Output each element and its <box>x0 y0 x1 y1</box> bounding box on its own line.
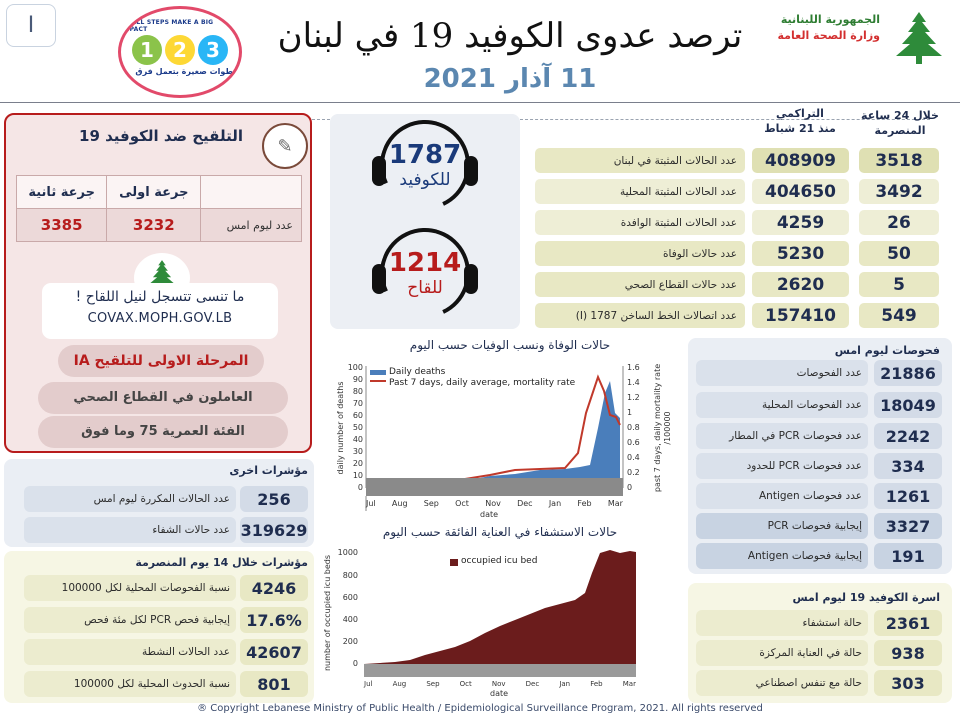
vaccination-panel <box>4 113 312 453</box>
vaccination-table <box>16 175 302 242</box>
deaths-chart-months <box>366 499 623 508</box>
deaths-chart-title: حالات الوفاة ونسب الوفيات حسب اليوم <box>409 338 611 352</box>
month-label: Aug <box>391 499 408 508</box>
svg-text:400: 400 <box>342 615 358 624</box>
tests-per-100k-value: 4246 <box>240 575 308 601</box>
active-cases-label: عدد الحالات النشطة <box>24 639 236 665</box>
copyright-footer: ® Copyright Lebanese Ministry of Public Health / Epidemiological Surveillance Program, 2021. All rights reserved <box>197 703 763 714</box>
svg-text:200: 200 <box>342 637 358 646</box>
local-tests-label: عدد الفحوصات المحلية <box>696 392 868 418</box>
vaccine-syringe-icon: ✎ <box>262 123 308 169</box>
cumulative-label: التراكمي <box>776 107 824 120</box>
icu-chart <box>320 523 660 701</box>
beds-title: اسرة الكوفيد 19 ليوم امس <box>792 591 940 604</box>
svg-text:1000: 1000 <box>337 548 358 557</box>
month-label: Nov <box>491 680 506 688</box>
stats-row-24h: 26 <box>859 210 939 235</box>
month-label: Mar <box>607 499 623 508</box>
registration-reminder: ما تنسى تتسجل لنيل اللقاح ! <box>75 289 245 305</box>
other-indicators-panel <box>4 459 314 547</box>
border-pcr-value: 334 <box>874 453 942 479</box>
stats-row-label: عدد الحالات المثبتة المحلية <box>535 179 745 204</box>
vaccine-hotline-number: 1214 <box>388 248 462 278</box>
stats-row-24h: 5 <box>859 272 939 297</box>
svg-text:1.6: 1.6 <box>627 363 640 372</box>
svg-text:20: 20 <box>352 459 363 468</box>
svg-text:80: 80 <box>352 387 363 396</box>
month-label: Feb <box>590 680 603 688</box>
vaccine-hotline-label: للقاح <box>407 278 443 298</box>
tests-yesterday-panel <box>688 338 952 574</box>
airport-pcr-value: 2242 <box>874 423 942 449</box>
repeated-cases-label: عدد الحالات المكررة ليوم امس <box>24 486 236 512</box>
step-one-icon: 1 <box>132 35 162 65</box>
icu-chart-plot <box>320 523 660 701</box>
active-cases-value: 42607 <box>240 639 308 665</box>
pcr-positivity-label: إيجابية فحص PCR لكل مئة فحص <box>24 607 236 633</box>
stats-row-label: عدد الحالات المثبتة الوافدة <box>535 210 745 235</box>
ventilator-value: 303 <box>874 670 942 696</box>
deaths-chart-xlabel: date <box>480 510 499 519</box>
ministry-name <box>760 12 880 44</box>
priority-group-health-workers: العاملون في القطاع الصحي <box>38 382 288 414</box>
campaign-slogan-en: SMALL STEPS MAKE A BIG IMPACT <box>121 19 214 33</box>
indicators-14d-title: مؤشرات خلال 14 يوم المنصرمة <box>135 556 308 569</box>
column-header-cumulative <box>752 106 848 136</box>
svg-text:600: 600 <box>342 593 358 602</box>
svg-text:800: 800 <box>342 571 358 580</box>
svg-text:90: 90 <box>352 375 363 384</box>
tests-per-100k-label: نسبة الفحوصات المحلية لكل 100000 <box>24 575 236 601</box>
vaccine-hotline <box>370 226 480 326</box>
ministry-label: وزارة الصحة العامة <box>777 29 880 42</box>
stats-row-24h: 549 <box>859 303 939 328</box>
stats-row-24h: 3518 <box>859 148 939 173</box>
stats-row-label: عدد الحالات المثبتة في لبنان <box>535 148 745 173</box>
month-label: Nov <box>485 499 501 508</box>
month-label: Jul <box>366 499 376 508</box>
second-dose-header: جرعة ثانية <box>17 176 107 209</box>
covid-hotline <box>370 118 480 218</box>
incidence-label: نسبة الحدوث المحلية لكل 100000 <box>24 671 236 697</box>
hotline-panel <box>330 114 520 329</box>
antigen-positive-value: 191 <box>874 543 942 569</box>
antigen-tests-label: عدد فحوصات Antigen <box>696 483 868 509</box>
total-tests-value: 21886 <box>874 360 942 386</box>
priority-group-elderly: الفئة العمرية 75 وما فوق <box>38 416 288 448</box>
pcr-positive-value: 3327 <box>874 513 942 539</box>
stats-row <box>535 148 940 179</box>
svg-text:/100000: /100000 <box>663 411 672 445</box>
stats-row <box>535 241 940 272</box>
republic-label: الجمهورية اللبنانية <box>780 13 880 26</box>
step-three-icon: 3 <box>198 35 228 65</box>
cedar-logo-icon <box>892 10 946 66</box>
vaccination-title: التلقيح ضد الكوفيد 19 <box>79 127 243 145</box>
legend-mortality-rate: Past 7 days, daily average, mortality rate <box>389 378 576 388</box>
stats-row <box>535 210 940 241</box>
svg-text:0.6: 0.6 <box>627 438 640 447</box>
stats-row-label: عدد حالات الوفاة <box>535 241 745 266</box>
stats-row-24h: 3492 <box>859 179 939 204</box>
dashed-divider <box>312 119 330 120</box>
svg-text:0.8: 0.8 <box>627 423 640 432</box>
airport-pcr-label: عدد فحوصات PCR في المطار <box>696 423 868 449</box>
campaign-slogan-ar: خطوات صغيرة بتعمل فرق كبير <box>135 67 239 85</box>
icu-chart-xlabel: date <box>490 689 509 698</box>
indicators-14d-panel <box>4 551 314 703</box>
stats-row <box>535 272 940 303</box>
deaths-chart <box>330 333 675 523</box>
stats-row-cumulative: 2620 <box>752 272 849 297</box>
pcr-positive-label: إيجابية فحوصات PCR <box>696 513 868 539</box>
svg-text:1.4: 1.4 <box>627 378 640 387</box>
covid-hotline-number: 1787 <box>388 140 462 170</box>
icu-chart-title: حالات الاستشفاء في العناية الفائقة حسب اليوم <box>382 525 618 539</box>
svg-text:0.2: 0.2 <box>627 468 640 477</box>
campaign-logo <box>118 6 242 98</box>
page-title: ترصد عدوى الكوفيد 19 في لبنان <box>277 16 743 56</box>
stats-row-cumulative: 5230 <box>752 241 849 266</box>
registration-link[interactable]: COVAX.MOPH.GOV.LB <box>87 311 233 326</box>
antigen-positive-label: إيجابية فحوصات Antigen <box>696 543 868 569</box>
hospitalized-label: حالة استشفاء <box>696 610 868 636</box>
svg-text:70: 70 <box>352 399 363 408</box>
icu-chart-months <box>364 680 636 688</box>
repeated-cases-value: 256 <box>240 486 308 512</box>
incidence-value: 801 <box>240 671 308 697</box>
legend-icu-beds: occupied icu bed <box>461 556 538 566</box>
first-dose-value: 3232 <box>107 209 201 242</box>
month-label: Jan <box>559 680 571 688</box>
stats-row-label: عدد اتصالات الخط الساخن 1787 (I) <box>535 303 745 328</box>
ventilator-label: حالة مع تنفس اصطناعي <box>696 670 868 696</box>
svg-text:1.2: 1.2 <box>627 393 640 402</box>
recovered-value: 319629 <box>240 517 308 543</box>
stats-row <box>535 179 940 210</box>
report-date: 11 آذار 2021 <box>423 64 597 94</box>
yesterday-label: عدد ليوم امس <box>201 209 302 242</box>
svg-text:60: 60 <box>352 411 363 420</box>
svg-text:0: 0 <box>357 483 363 492</box>
svg-text:10: 10 <box>352 471 363 480</box>
month-label: Aug <box>392 680 407 688</box>
deaths-chart-plot <box>330 333 675 523</box>
svg-text:1: 1 <box>627 408 633 417</box>
icu-value: 938 <box>874 640 942 666</box>
page-number-badge: I <box>6 4 56 47</box>
second-dose-value: 3385 <box>17 209 107 242</box>
column-header-24h: خلال 24 ساعة المنصرمة <box>861 109 939 137</box>
svg-text:100: 100 <box>347 363 363 372</box>
step-two-icon: 2 <box>165 35 195 65</box>
beds-panel <box>688 583 952 703</box>
stats-row-cumulative: 4259 <box>752 210 849 235</box>
month-label: Jan <box>548 499 562 508</box>
stats-row-label: عدد حالات القطاع الصحي <box>535 272 745 297</box>
icu-label: حالة في العناية المركزة <box>696 640 868 666</box>
month-label: Sep <box>426 680 440 688</box>
month-label: Dec <box>525 680 540 688</box>
header-divider <box>0 102 960 103</box>
svg-text:daily number of deaths: daily number of deaths <box>336 381 345 475</box>
since-date-label: منذ 21 شباط <box>764 122 836 135</box>
svg-text:40: 40 <box>352 435 363 444</box>
stats-row-24h: 50 <box>859 241 939 266</box>
month-label: Dec <box>517 499 533 508</box>
month-label: Oct <box>459 680 472 688</box>
stats-row-cumulative: 404650 <box>752 179 849 204</box>
registration-box <box>42 283 278 339</box>
month-label: Mar <box>622 680 636 688</box>
svg-text:past 7 days, daily mortality r: past 7 days, daily mortality rate <box>653 363 662 493</box>
local-tests-value: 18049 <box>874 392 942 418</box>
pcr-positivity-value: 17.6% <box>240 607 308 633</box>
other-indicators-title: مؤشرات اخرى <box>229 464 308 477</box>
svg-text:50: 50 <box>352 423 363 432</box>
month-label: Feb <box>577 499 592 508</box>
svg-text:number of occupied icu beds: number of occupied icu beds <box>323 554 332 672</box>
vaccination-phase: المرحلة الاولى للتلقيح IA <box>58 345 264 377</box>
month-label: Jul <box>364 680 373 688</box>
month-label: Oct <box>455 499 469 508</box>
tests-yesterday-title: فحوصات ليوم امس <box>834 344 940 357</box>
stats-row <box>535 303 940 334</box>
svg-text:0.4: 0.4 <box>627 453 640 462</box>
svg-text:0: 0 <box>627 483 633 492</box>
stats-row-cumulative: 408909 <box>752 148 849 173</box>
first-dose-header: جرعة اولى <box>107 176 201 209</box>
antigen-tests-value: 1261 <box>874 483 942 509</box>
stats-row-cumulative: 157410 <box>752 303 849 328</box>
empty-header <box>201 176 302 209</box>
legend-daily-deaths: Daily deaths <box>389 367 446 377</box>
hospitalized-value: 2361 <box>874 610 942 636</box>
svg-text:30: 30 <box>352 447 363 456</box>
month-label: Sep <box>423 499 439 508</box>
main-stats-table <box>535 148 940 334</box>
covid-hotline-label: للكوفيد <box>399 170 451 190</box>
border-pcr-label: عدد فحوصات PCR للحدود <box>696 453 868 479</box>
total-tests-label: عدد الفحوصات <box>696 360 868 386</box>
recovered-label: عدد حالات الشفاء <box>24 517 236 543</box>
svg-text:0: 0 <box>352 659 358 668</box>
